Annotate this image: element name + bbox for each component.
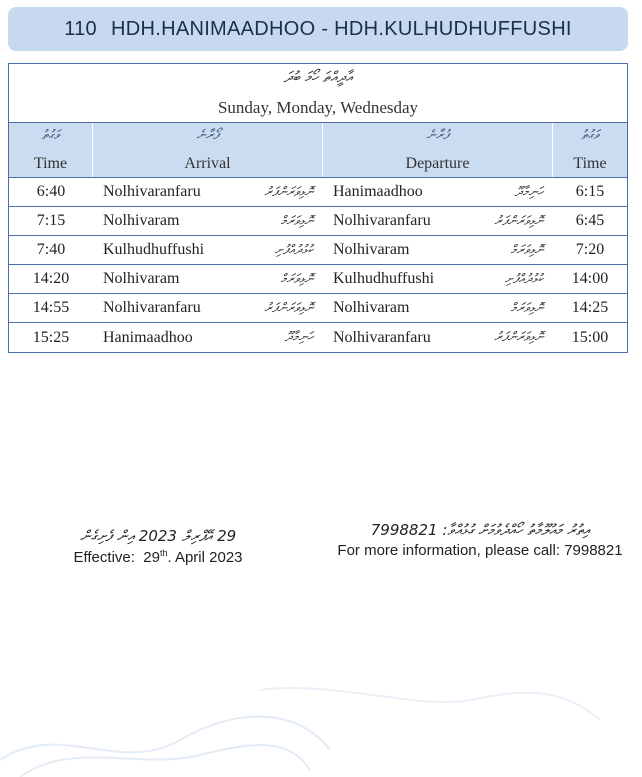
column-arrival-dv: ފޯރާނެ bbox=[196, 128, 219, 143]
departure-dv: ނޮޅިވަރަމް bbox=[510, 300, 543, 316]
departure-time-cell: 6:15 bbox=[575, 183, 605, 200]
departure-dv: ކުޅުދުއްފުށި bbox=[504, 271, 543, 287]
column-arrival-time bbox=[9, 123, 93, 177]
arrival-cell bbox=[93, 323, 323, 352]
arrival-time-cell: 15:25 bbox=[32, 328, 70, 346]
column-departure-en: Departure bbox=[405, 155, 470, 172]
arrival-en: Nolhivaranfaru bbox=[103, 183, 201, 200]
table-row bbox=[9, 265, 627, 294]
background-wave-decoration bbox=[0, 680, 642, 777]
departure-en: Nolhivaranfaru bbox=[333, 212, 431, 229]
column-departure-time-dv: ވަގުތު bbox=[581, 128, 599, 143]
arrival-time-cell: 14:20 bbox=[32, 270, 70, 287]
effective-date bbox=[38, 527, 278, 566]
route-header bbox=[8, 7, 628, 51]
departure-time-cell: 6:45 bbox=[575, 212, 605, 229]
arrival-dv: ކުޅުދުއްފުށި bbox=[274, 242, 313, 258]
column-departure bbox=[323, 123, 553, 177]
arrival-time-cell: 6:40 bbox=[36, 183, 66, 200]
arrival-cell bbox=[93, 178, 323, 206]
effective-date-dhivehi: 29 އޭޕްރިލް 2023 އިން ފެށިގެން bbox=[79, 527, 237, 545]
column-departure-time-en: Time bbox=[573, 155, 607, 172]
departure-cell bbox=[323, 236, 553, 264]
route-name: HDH.HANIMAADHOO - HDH.KULHUDHUFFUSHI bbox=[110, 17, 572, 40]
arrival-time-cell: 14:55 bbox=[32, 299, 70, 316]
column-headers bbox=[9, 123, 627, 178]
contact-info bbox=[330, 521, 630, 559]
departure-en: Kulhudhuffushi bbox=[333, 270, 435, 287]
table-row bbox=[9, 207, 627, 236]
column-arrival-time-dv: ވަގުތު bbox=[41, 128, 60, 143]
departure-time-cell: 14:00 bbox=[571, 270, 609, 287]
departure-time-cell: 7:20 bbox=[575, 241, 605, 258]
schedule-days-dhivehi: އާދީއްތަ ހޯމަ ބުދަ bbox=[283, 68, 353, 86]
departure-time-cell: 14:25 bbox=[571, 299, 609, 316]
effective-day: 29 bbox=[143, 549, 160, 566]
departure-cell bbox=[323, 323, 553, 352]
arrival-cell bbox=[93, 294, 323, 322]
column-arrival-en: Arrival bbox=[184, 155, 231, 172]
departure-cell bbox=[323, 294, 553, 322]
departure-dv: ހަނިމާދޫ bbox=[514, 184, 543, 200]
arrival-time-cell: 7:40 bbox=[36, 241, 66, 258]
schedule-title bbox=[9, 64, 627, 123]
effective-month-year: . April 2023 bbox=[167, 549, 243, 566]
arrival-en: Nolhivaram bbox=[103, 270, 180, 287]
departure-cell bbox=[323, 207, 553, 235]
departure-en: Nolhivaranfaru bbox=[333, 328, 431, 346]
arrival-en: Kulhudhuffushi bbox=[103, 241, 205, 258]
arrival-en: Hanimaadhoo bbox=[103, 328, 193, 346]
column-arrival-time-en: Time bbox=[33, 155, 68, 172]
departure-en: Nolhivaram bbox=[333, 241, 410, 258]
departure-time-cell: 15:00 bbox=[571, 328, 609, 346]
timetable bbox=[8, 63, 628, 353]
arrival-dv: ނޮޅިވަރަންފަރު bbox=[264, 300, 313, 316]
table-row bbox=[9, 294, 627, 323]
departure-dv: ނޮޅިވަރަމް bbox=[510, 242, 543, 258]
schedule-days: Sunday, Monday, Wednesday bbox=[217, 98, 419, 117]
arrival-cell bbox=[93, 207, 323, 235]
arrival-en: Nolhivaranfaru bbox=[103, 299, 201, 316]
arrival-dv: ހަނިމާދޫ bbox=[284, 330, 313, 345]
arrival-cell bbox=[93, 265, 323, 293]
column-arrival bbox=[93, 123, 323, 177]
departure-dv: ނޮޅިވަރަންފަރު bbox=[494, 330, 543, 345]
arrival-en: Nolhivaram bbox=[103, 212, 180, 229]
departure-en: Hanimaadhoo bbox=[333, 183, 423, 200]
column-departure-dv: ފުރާނެ bbox=[426, 128, 449, 143]
effective-day-suffix: th bbox=[159, 548, 168, 558]
arrival-cell bbox=[93, 236, 323, 264]
departure-cell bbox=[323, 265, 553, 293]
effective-date-english bbox=[38, 548, 278, 566]
departure-cell bbox=[323, 178, 553, 206]
departure-en: Nolhivaram bbox=[333, 299, 410, 316]
arrival-dv: ނޮޅިވަރަންފަރު bbox=[264, 184, 313, 200]
table-row bbox=[9, 178, 627, 207]
route-number: 110 bbox=[64, 17, 97, 40]
arrival-dv: ނޮޅިވަރަމް bbox=[280, 271, 313, 287]
departure-dv: ނޮޅިވަރަންފަރު bbox=[494, 213, 543, 229]
contact-info-english: For more information, please call: 7998821 bbox=[337, 542, 623, 559]
table-row bbox=[9, 236, 627, 265]
column-departure-time bbox=[553, 123, 627, 177]
arrival-dv: ނޮޅިވަރަމް bbox=[280, 213, 313, 229]
effective-label: Effective: bbox=[73, 549, 135, 566]
table-row bbox=[9, 323, 627, 352]
arrival-time-cell: 7:15 bbox=[36, 212, 66, 229]
contact-info-dhivehi: އިތުރު މައުލޫމާތު ހޯއްދެވުމަށް ގުޅުއްވާ: 7998821 bbox=[370, 521, 590, 539]
